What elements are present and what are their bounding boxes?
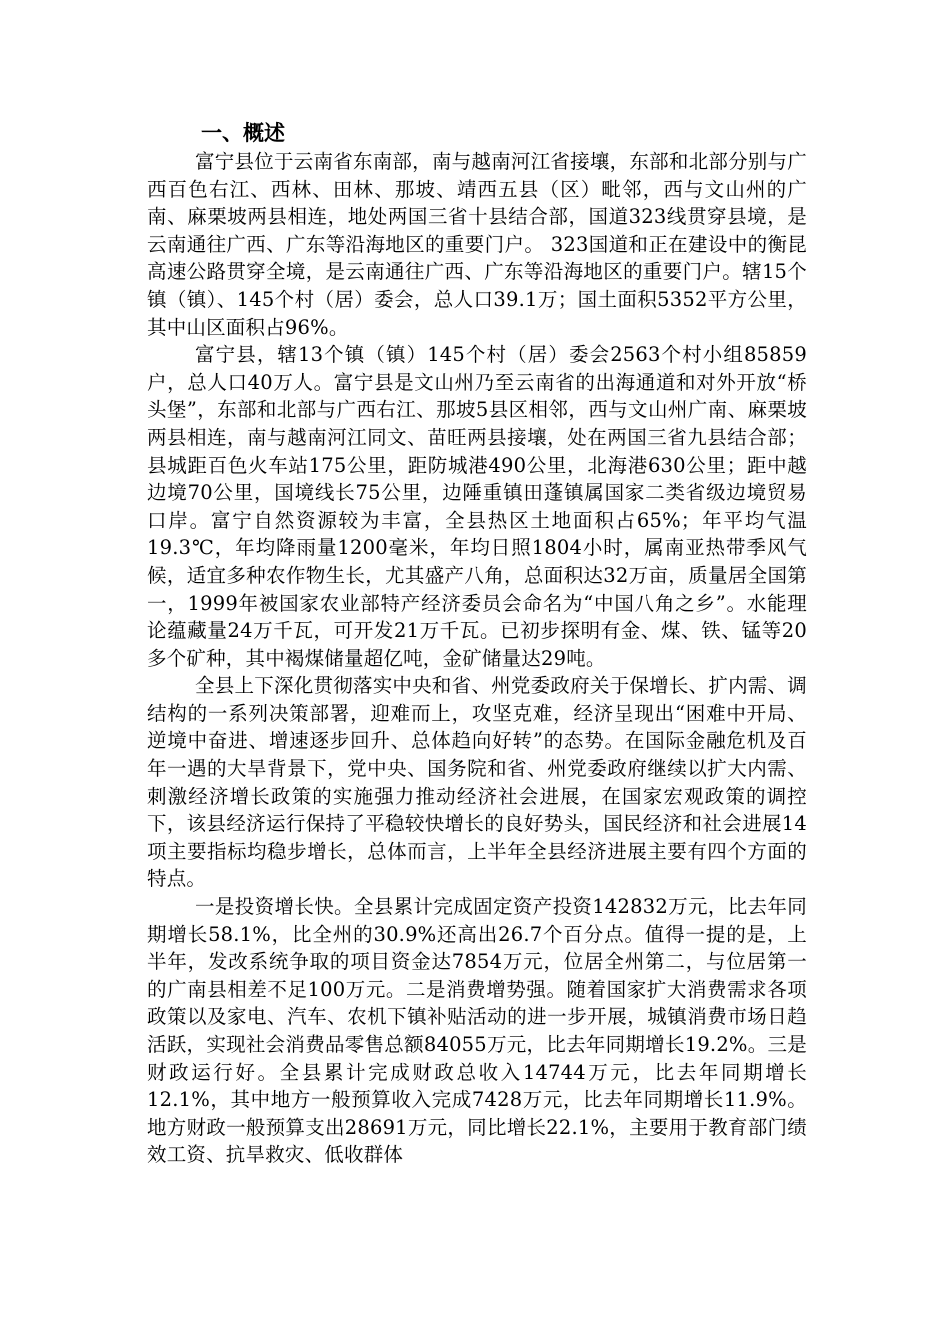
paragraph-economic-features: 一是投资增长快。全县累计完成固定资产投资142832万元，比去年同期增长58.1%，比全州的30.9%还高出26.7个百分点。值得一提的是，上半年，发改系统争取的项目资金达7854万元，位居全州第二，与位居第一的广南县相差不足100万元。二是消费增势强。随着国家扩大消费需求各项政策以及家电、汽车、农机下镇补贴活动的进一步开展，城镇消费市场日趋活跃，实现社会消费品零售总额84055万元，比去年同期增长19.2%。三是财政运行好。全县累计完成财政总收入14744万元，比去年同期增长12.1%，其中地方一般预算收入完成7428万元，比去年同期增长11.9%。地方财政一般预算支出28691万元，同比增长22.1%，主要用于教育部门绩效工资、抗旱救灾、低收群体	[147, 895, 807, 1167]
document-page	[147, 118, 807, 1169]
section-heading: 一、概述	[201, 121, 285, 145]
paragraph-economic-situation: 全县上下深化贯彻落实中央和省、州党委政府关于保增长、扩内需、调结构的一系列决策部署，迎难而上，攻坚克难，经济呈现出“困难中开局、逆境中奋进、增速逐步回升、总体趋向好转”的态势。在国际金融危机及百年一遇的大旱背景下，党中央、国务院和省、州党委政府继续以扩大内需、刺激经济增长政策的实施强力推动经济社会进展，在国家宏观政策的调控下，该县经济运行保持了平稳较快增长的良好势头，国民经济和社会进展14项主要指标均稳步增长，总体而言，上半年全县经济进展主要有四个方面的特点。	[147, 674, 807, 891]
paragraph-county-profile: 富宁县，辖13个镇（镇）145个村（居）委会2563个村小组85859户，总人口40万人。富宁县是文山州乃至云南省的出海通道和对外开放“桥头堡”，东部和北部与广西右江、那坡5县区相邻，西与文山州广南、麻栗坡两县相连，南与越南河江同文、苗旺两县接壤，处在两国三省九县结合部；县城距百色火车站175公里，距防城港490公里，北海港630公里；距中越边境70公里，国境线长75公里，边陲重镇田蓬镇属国家二类省级边境贸易口岸。富宁自然资源较为丰富，全县热区土地面积占65%；年平均气温19.3℃，年均降雨量1200毫米，年均日照1804小时，属南亚热带季风气候，适宜多种农作物生长，尤其盛产八角，总面积达32万亩，质量居全国第一，1999年被国家农业部特产经济委员会命名为“中国八角之乡”。水能理论蕴藏量24万千瓦，可开发21万千瓦。已初步探明有金、煤、铁、锰等20多个矿种，其中褐煤储量超亿吨，金矿储量达29吨。	[147, 343, 807, 670]
paragraph-overview-location: 富宁县位于云南省东南部，南与越南河江省接壤，东部和北部分别与广西百色右江、西林、田林、那坡、靖西五县（区）毗邻，西与文山州的广南、麻栗坡两县相连，地处两国三省十县结合部，国道323线贯穿县境，是云南通往广西、广东等沿海地区的重要门户。 323国道和正在建设中的衡昆高速公路贯穿全境，是云南通往广西、广东等沿海地区的重要门户。辖15个镇（镇）、145个村（居）委会，总人口39.1万；国土面积5352平方公里，其中山区面积占96%。	[147, 150, 807, 339]
